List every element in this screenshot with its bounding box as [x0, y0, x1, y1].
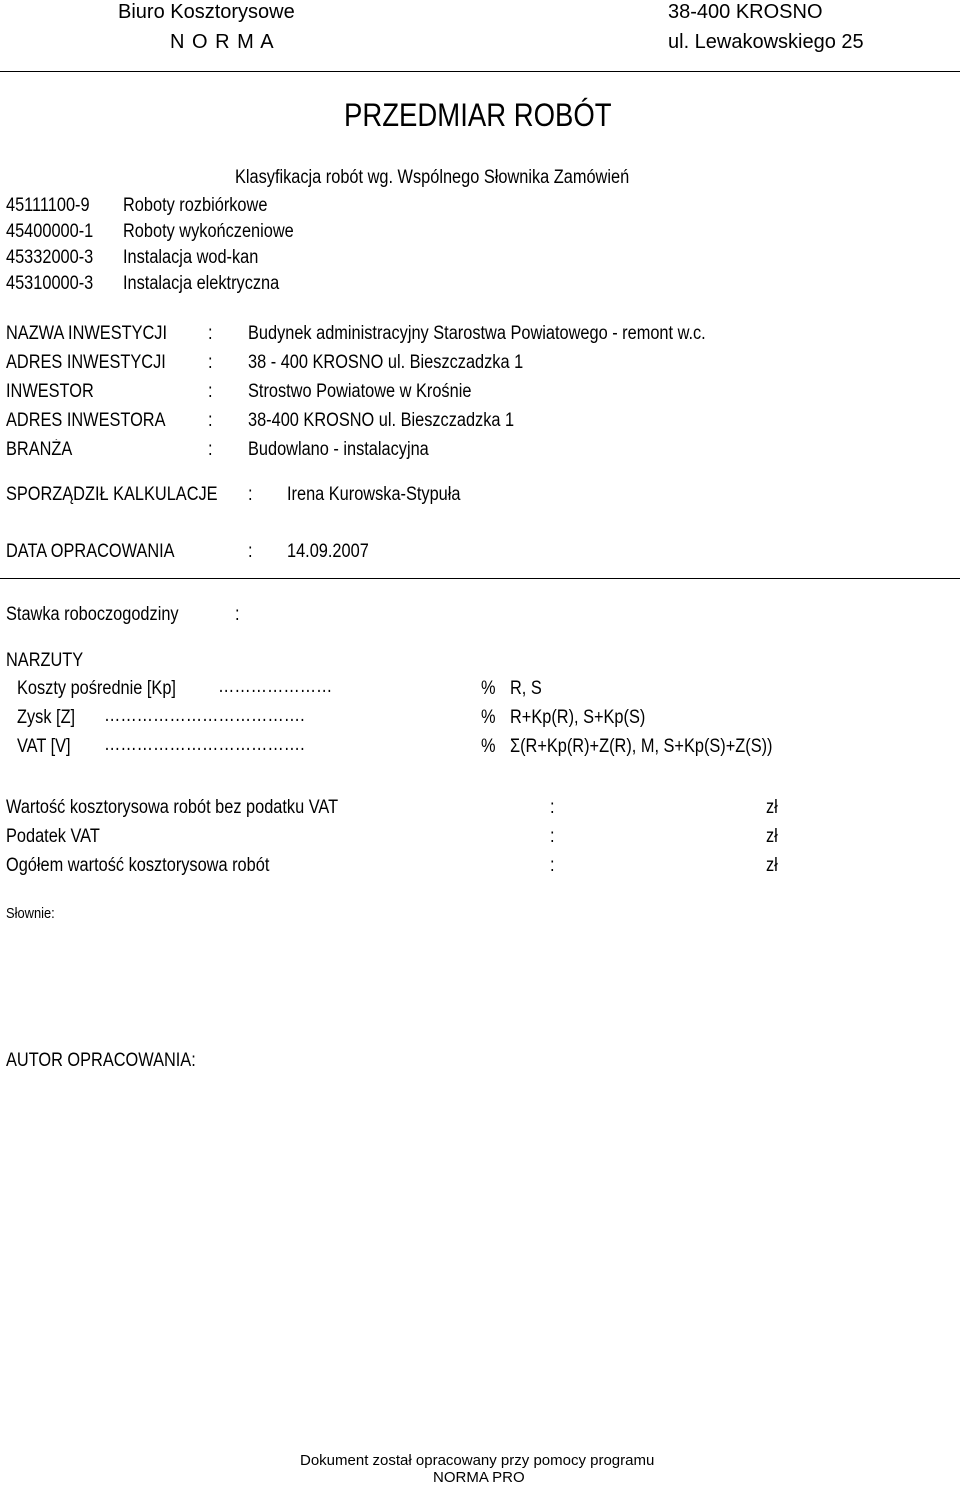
- info-value-investor: Strostwo Powiatowe w Krośnie: [248, 381, 472, 402]
- cpv-name: Roboty rozbiórkowe: [123, 195, 268, 216]
- cpv-name: Roboty wykończeniowe: [123, 221, 294, 242]
- info-separator: :: [208, 323, 213, 344]
- info-label-investment-address: ADRES INWESTYCJI: [6, 352, 166, 373]
- total-label-gross: Ogółem wartość kosztorysowa robót: [6, 855, 270, 876]
- cpv-code: 45111100-9: [6, 195, 90, 216]
- surcharge-dots: ……………………………….: [104, 734, 305, 755]
- total-separator: :: [550, 855, 555, 876]
- surcharge-basis: Σ(R+Kp(R)+Z(R), M, S+Kp(S)+Z(S)): [510, 736, 773, 757]
- author-label: SPORZĄDZIŁ KALKULACJE: [6, 484, 218, 505]
- surcharges-heading: NARZUTY: [6, 650, 84, 671]
- classification-heading: Klasyfikacja robót wg. Wspólnego Słownika Zamówień: [235, 167, 630, 188]
- cpv-code: 45332000-3: [6, 247, 94, 268]
- company-name: Biuro Kosztorysowe: [118, 1, 295, 23]
- total-unit: zł: [766, 855, 778, 876]
- surcharge-percent: %: [481, 736, 496, 757]
- info-separator: :: [208, 439, 213, 460]
- surcharge-dots: ……………………………….: [104, 705, 305, 726]
- total-label-net: Wartość kosztorysowa robót bez podatku VAT: [6, 797, 339, 818]
- total-unit: zł: [766, 797, 778, 818]
- cpv-name: Instalacja wod-kan: [123, 247, 259, 268]
- info-separator: :: [208, 381, 213, 402]
- surcharge-label: Zysk [Z]: [17, 707, 76, 728]
- surcharge-basis: R, S: [510, 678, 542, 699]
- footer-line1: Dokument został opracowany przy pomocy programu: [300, 1452, 655, 1469]
- date-value: 14.09.2007: [287, 541, 369, 562]
- surcharge-dots: …………………: [218, 676, 333, 697]
- company-city: 38-400 KROSNO: [668, 1, 823, 23]
- header-divider: [0, 71, 960, 72]
- author-section-heading: AUTOR OPRACOWANIA:: [6, 1050, 196, 1071]
- date-label: DATA OPRACOWANIA: [6, 541, 175, 562]
- surcharge-percent: %: [481, 707, 496, 728]
- cpv-code: 45400000-1: [6, 221, 94, 242]
- total-unit: zł: [766, 826, 778, 847]
- info-label-investor-address: ADRES INWESTORA: [6, 410, 166, 431]
- info-label-branch: BRANŻA: [6, 439, 73, 460]
- date-divider: [0, 578, 960, 579]
- cpv-name: Instalacja elektryczna: [123, 273, 280, 294]
- info-value-investor-address: 38-400 KROSNO ul. Bieszczadzka 1: [248, 410, 515, 431]
- company-brand: N O R M A: [170, 31, 275, 53]
- rate-separator: :: [235, 604, 240, 625]
- page-title: PRZEDMIAR ROBÓT: [344, 97, 612, 133]
- author-value: Irena Kurowska-Stypuła: [287, 484, 461, 505]
- info-label-investor: INWESTOR: [6, 381, 94, 402]
- company-street: ul. Lewakowskiego 25: [668, 31, 864, 53]
- cpv-code: 45310000-3: [6, 273, 94, 294]
- total-separator: :: [550, 797, 555, 818]
- info-value-investment-address: 38 - 400 KROSNO ul. Bieszczadzka 1: [248, 352, 524, 373]
- info-value-investment-name: Budynek administracyjny Starostwa Powiatowego - remont w.c.: [248, 323, 706, 344]
- info-separator: :: [208, 352, 213, 373]
- info-label-investment-name: NAZWA INWESTYCJI: [6, 323, 167, 344]
- rate-label: Stawka roboczogodziny: [6, 604, 179, 625]
- info-separator: :: [208, 410, 213, 431]
- footer-line2: NORMA PRO: [433, 1469, 525, 1486]
- words-label: Słownie:: [6, 905, 55, 922]
- surcharge-label: VAT [V]: [17, 736, 71, 757]
- total-label-vat: Podatek VAT: [6, 826, 100, 847]
- info-value-branch: Budowlano - instalacyjna: [248, 439, 429, 460]
- surcharge-basis: R+Kp(R), S+Kp(S): [510, 707, 646, 728]
- total-separator: :: [550, 826, 555, 847]
- date-separator: :: [248, 541, 253, 562]
- surcharge-label: Koszty pośrednie [Kp]: [17, 678, 176, 699]
- author-separator: :: [248, 484, 253, 505]
- surcharge-percent: %: [481, 678, 496, 699]
